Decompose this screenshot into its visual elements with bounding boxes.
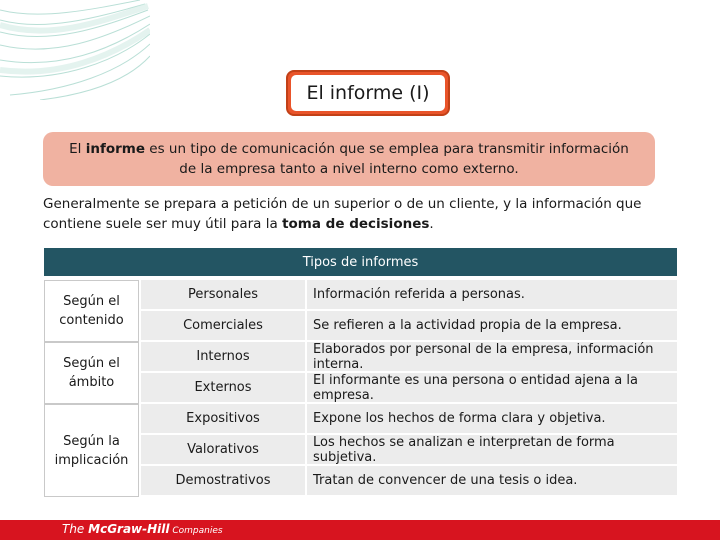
logo-brand: McGraw-Hill bbox=[88, 522, 170, 536]
table-row-desc: Tratan de convencer de una tesis o idea. bbox=[307, 466, 677, 495]
description-paragraph bbox=[43, 194, 683, 234]
table-row-type: Valorativos bbox=[141, 435, 305, 464]
logo-companies: Companies bbox=[169, 526, 223, 536]
definition-text: es un tipo de comunicación que se emplea para transmitir información de la empresa tanto a nivel interno como externo. bbox=[145, 141, 629, 177]
definition-box bbox=[43, 132, 655, 186]
table-row-desc: Expone los hechos de forma clara y objetiva. bbox=[307, 404, 677, 433]
definition-prefix: El bbox=[69, 141, 86, 157]
publisher-logo bbox=[62, 522, 223, 536]
decorative-swirl-graphic bbox=[0, 0, 150, 100]
table-row-type: Personales bbox=[141, 280, 305, 309]
table-row-desc: Los hechos se analizan e interpretan de forma subjetiva. bbox=[307, 435, 677, 464]
table-row-type: Comerciales bbox=[141, 311, 305, 340]
table-row-desc: Información referida a personas. bbox=[307, 280, 677, 309]
description-text: Generalmente se prepara a petición de un superior o de un cliente, y la información que contiene suele ser muy útil para la bbox=[43, 196, 642, 232]
slide-title: El informe (I) bbox=[291, 75, 445, 111]
table-row-type: Internos bbox=[141, 342, 305, 371]
table-row-type: Externos bbox=[141, 373, 305, 402]
definition-term: informe bbox=[85, 141, 146, 157]
table-header: Tipos de informes bbox=[44, 248, 677, 276]
group-content: Según el contenido bbox=[44, 280, 139, 342]
logo-the: The bbox=[62, 522, 89, 536]
table-row-type: Expositivos bbox=[141, 404, 305, 433]
table-row-desc: El informante es una persona o entidad ajena a la empresa. bbox=[307, 373, 677, 402]
group-scope: Según el ámbito bbox=[44, 342, 139, 404]
table-row-type: Demostrativos bbox=[141, 466, 305, 495]
table-row-desc: Elaborados por personal de la empresa, información interna. bbox=[307, 342, 677, 371]
description-end: . bbox=[429, 216, 434, 232]
group-implication: Según la implicación bbox=[44, 404, 139, 497]
description-bold: toma de decisiones bbox=[282, 216, 430, 232]
slide-title-box bbox=[286, 70, 450, 116]
table-row-desc: Se refieren a la actividad propia de la empresa. bbox=[307, 311, 677, 340]
report-types-table bbox=[44, 248, 677, 488]
